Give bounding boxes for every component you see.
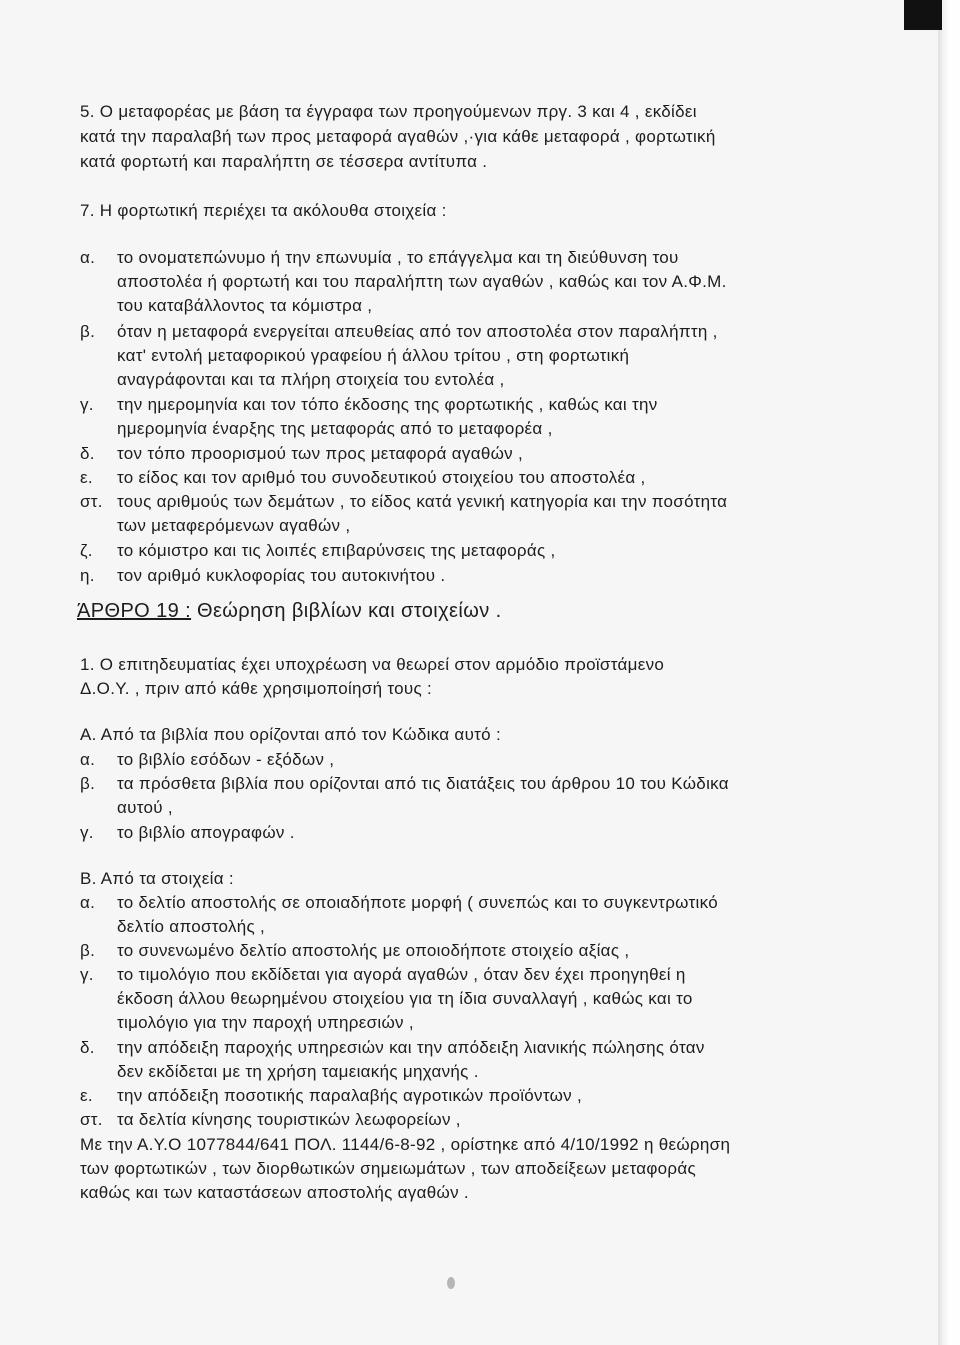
item-text: ημερομηνία έναρξης της μεταφοράς από το μεταφορέα , [117, 419, 553, 438]
item-label: ε. [80, 468, 93, 487]
item-text: τιμολόγιο για την παροχή υπηρεσιών , [117, 1013, 414, 1032]
item-label: β. [80, 322, 96, 341]
item-label: δ. [80, 444, 95, 463]
section-intro: Α. Από τα βιβλία που ορίζονται από τον Κώδικα αυτό : [80, 725, 501, 744]
item-text: το τιμολόγιο που εκδίδεται για αγορά αγαθών , όταν δεν έχει προηγηθεί η [117, 965, 686, 984]
text-line: των φορτωτικών , των διορθωτικών σημειωμάτων , των αποδείξεων μεταφοράς [80, 1159, 697, 1178]
item-label: δ. [80, 1038, 95, 1057]
item-text: δεν εκδίδεται με τη χρήση ταμειακής μηχανής . [117, 1062, 479, 1081]
item-label: β. [80, 774, 96, 793]
item-text: την απόδειξη παροχής υπηρεσιών και την απόδειξη λιανικής πώλησης όταν [117, 1038, 705, 1057]
item-text: δελτίο αποστολής , [117, 917, 266, 936]
item-text: το ονοματεπώνυμο ή την επωνυμία , το επάγγελμα και τη διεύθυνση του [117, 248, 679, 267]
text-line: 1. Ο επιτηδευματίας έχει υποχρέωση να θεωρεί στον αρμόδιο προϊστάμενο [80, 655, 665, 674]
item-text: το συνενωμένο δελτίο αποστολής με οποιοδήποτε στοιχείο αξίας , [117, 941, 630, 960]
item-label: γ. [80, 395, 94, 414]
item-text: έκδοση άλλου θεωρημένου στοιχείου για τη ίδια συναλλαγή , καθώς και το [117, 989, 693, 1008]
item-text: το είδος και τον αριθμό του συνοδευτικού στοιχείου του αποστολέα , [117, 468, 646, 487]
item-label: στ. [80, 492, 103, 511]
item-text: το βιβλίο απογραφών . [117, 823, 295, 842]
text-line: κατά φορτωτή και παραλήπτη σε τέσσερα αντίτυπα . [80, 152, 488, 171]
item-text: αναγράφονται και τα πλήρη στοιχεία του εντολέα , [117, 370, 505, 389]
item-text: κατ' εντολή μεταφορικού γραφείου ή άλλου τρίτου , στη φορτωτική [117, 346, 630, 365]
item-text: την απόδειξη ποσοτικής παραλαβής αγροτικών προϊόντων , [117, 1086, 583, 1105]
item-label: γ. [80, 965, 94, 984]
item-label: α. [80, 750, 96, 769]
item-label: η. [80, 566, 95, 585]
text-line: καθώς και των καταστάσεων αποστολής αγαθών . [80, 1183, 469, 1202]
text-line: Δ.Ο.Υ. , πριν από κάθε χρησιμοποίησή τους : [80, 679, 433, 698]
item-text: του καταβάλλοντος τα κόμιστρα , [117, 296, 373, 315]
article-title: Θεώρηση βιβλίων και στοιχείων . [191, 600, 502, 622]
section-intro: Β. Από τα στοιχεία : [80, 869, 234, 888]
item-text: αποστολέα ή φορτωτή και του παραλήπτη των αγαθών , καθώς και τον Α.Φ.Μ. [117, 272, 727, 291]
item-label: α. [80, 248, 96, 267]
text-line: 5. Ο μεταφορέας με βάση τα έγγραφα των προηγούμενων πργ. 3 και 4 , εκδίδει [80, 102, 697, 121]
scan-corner-mark [904, 0, 942, 30]
item-text: τους αριθμούς των δεμάτων , το είδος κατά γενική κατηγορία και την ποσότητα [117, 492, 728, 511]
text-line: κατά την παραλαβή των προς μεταφορά αγαθών ,·για κάθε μεταφορά , φορτωτική [80, 127, 716, 146]
article-number: ΆΡΘΡΟ 19 : [77, 600, 192, 622]
item-label: α. [80, 893, 96, 912]
item-label: β. [80, 941, 96, 960]
item-text: την ημερομηνία και τον τόπο έκδοσης της φορτωτικής , καθώς και την [117, 395, 658, 414]
item-text: όταν η μεταφορά ενεργείται απευθείας από τον αποστολέα στον παραλήπτη , [117, 322, 718, 341]
item-label: ε. [80, 1086, 93, 1105]
scan-right-edge [938, 0, 960, 1345]
article-heading [77, 600, 502, 623]
item-label: γ. [80, 823, 94, 842]
item-text: τα δελτία κίνησης τουριστικών λεωφορείων , [117, 1110, 461, 1129]
item-text: το βιβλίο εσόδων - εξόδων , [117, 750, 335, 769]
item-text: τα πρόσθετα βιβλία που ορίζονται από τις διατάξεις του άρθρου 10 του Κώδικα [117, 774, 729, 793]
item-text: των μεταφερόμενων αγαθών , [117, 516, 351, 535]
text-line: Με την Α.Υ.Ο 1077844/641 ΠΟΛ. 1144/6-8-92 , ορίστηκε από 4/10/1992 η θεώρηση [80, 1135, 731, 1154]
item-text: το κόμιστρο και τις λοιπές επιβαρύνσεις της μεταφοράς , [117, 541, 556, 560]
item-label: ζ. [80, 541, 93, 560]
section-intro: 7. Η φορτωτική περιέχει τα ακόλουθα στοιχεία : [80, 201, 447, 220]
item-text: αυτού , [117, 798, 173, 817]
item-text: το δελτίο αποστολής σε οποιαδήποτε μορφή ( συνεπώς και το συγκεντρωτικό [117, 893, 718, 912]
item-text: τον τόπο προορισμού των προς μεταφορά αγαθών , [117, 444, 524, 463]
item-text: τον αριθμό κυκλοφορίας του αυτοκινήτου . [117, 566, 446, 585]
scan-speck [447, 1277, 455, 1289]
item-label: στ. [80, 1110, 103, 1129]
